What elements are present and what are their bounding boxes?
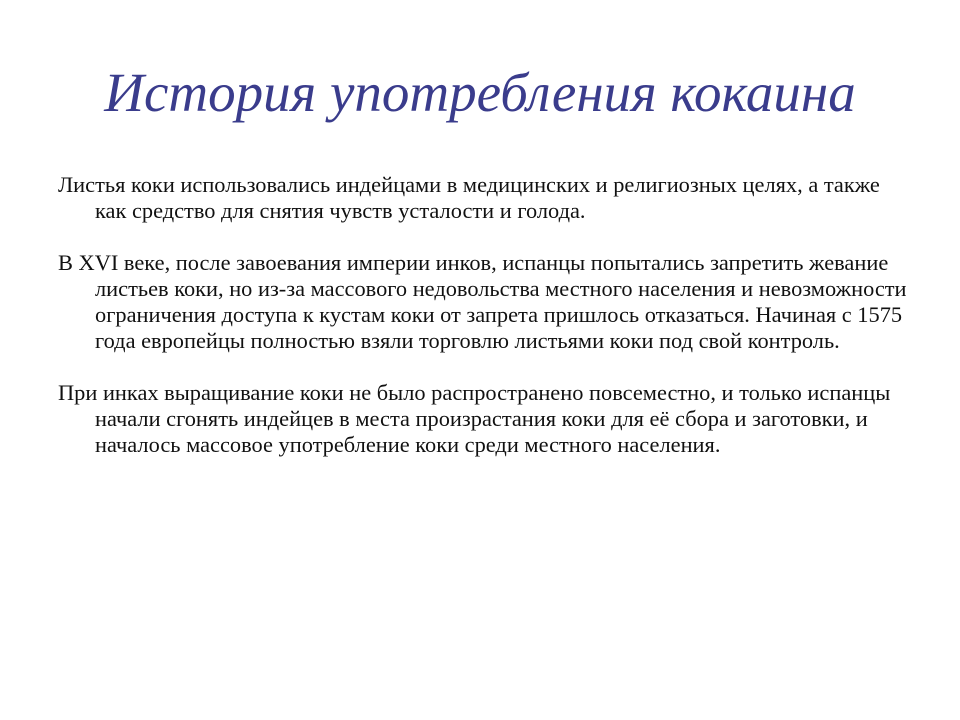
- body-paragraph-3: При инках выращивание коки не было распространено повсеместно, и только испанцы начали сгонять индейцев в места произрастания коки для её сбора и заготовки, и началось массовое употребление коки среди местного населения.: [58, 380, 891, 457]
- slide-title: История употребления кокаина: [104, 62, 856, 123]
- slide-body: [58, 172, 908, 484]
- body-paragraph-2: В XVI веке, после завоевания империи инков, испанцы попытались запретить жевание листьев коки, но из-за массового недовольства местного населения и невозможности ограничения доступа к кустам коки от запрета пришлось отказаться. Начиная с 1575 года европейцы полностью взяли торговлю листьями коки под свой контроль.: [58, 250, 907, 353]
- body-paragraph-1: Листья коки использовались индейцами в медицинских и религиозных целях, а также как средство для снятия чувств усталости и голода.: [58, 172, 880, 223]
